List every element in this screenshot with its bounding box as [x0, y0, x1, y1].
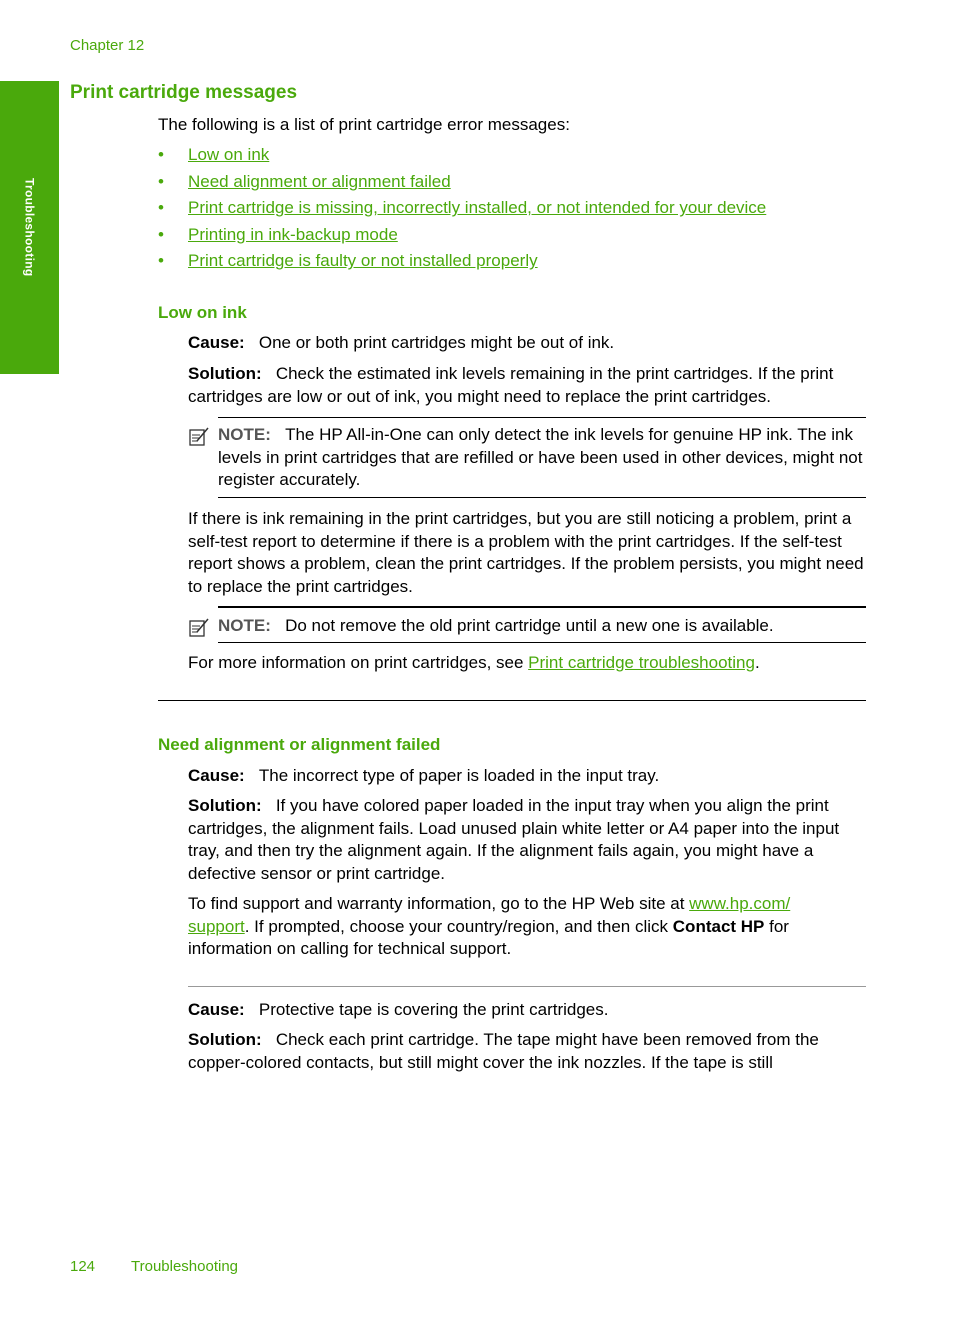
chapter-label: Chapter 12: [70, 37, 145, 54]
link-print-cartridge-troubleshooting[interactable]: Print cartridge troubleshooting: [528, 653, 755, 672]
note-text: [218, 424, 866, 492]
side-tab-label: Troubleshooting: [22, 178, 37, 277]
support-text-suffix: for: [764, 916, 789, 936]
link-cartridge-faulty[interactable]: Print cartridge is faulty or not installed properly: [188, 251, 538, 271]
list-item: • Low on ink: [158, 145, 270, 164]
note-label: NOTE:: [218, 616, 271, 635]
side-tab: [0, 81, 59, 374]
note-bottom-rule: [218, 642, 866, 643]
support-text: To find support and warranty information, go to the HP Web site at: [188, 894, 690, 913]
page-title: Print cartridge messages: [70, 82, 298, 103]
cause-label: Cause:: [188, 1000, 245, 1019]
cause-text: Protective tape is covering the print cartridges.: [258, 1000, 609, 1019]
more-info-text: For more information on print cartridges, see: [188, 653, 529, 672]
support-text-line3: information on calling for technical support.: [188, 939, 512, 958]
support-text-mid: . If prompted, choose your country/region, and then click: [244, 916, 673, 936]
section-divider: [158, 700, 866, 701]
message-link-list: [158, 144, 766, 277]
list-item: • Need alignment or alignment failed: [158, 171, 451, 191]
link-ink-backup-mode[interactable]: Printing in ink-backup mode: [188, 224, 398, 244]
low-on-ink-solution: [188, 363, 868, 408]
alignment-solution-2: [188, 1029, 870, 1074]
note-box: [188, 424, 866, 496]
alignment-solution: [188, 795, 870, 885]
link-hp-support[interactable]: www.hp.com/: [689, 894, 791, 913]
link-hp-support-cont[interactable]: support: [188, 916, 245, 936]
link-cartridge-missing[interactable]: Print cartridge is missing, incorrectly installed, or not intended for your device: [188, 198, 767, 218]
solution-label: Solution:: [188, 364, 262, 383]
note-top-rule: [218, 417, 866, 418]
solution-label: Solution:: [188, 796, 262, 815]
contact-hp-text: Contact HP: [672, 916, 765, 936]
note-box: [188, 615, 866, 641]
support-paragraph: [188, 893, 868, 961]
note-icon: [188, 617, 210, 639]
more-info-paragraph: [188, 652, 760, 675]
solution-label: Solution:: [188, 1030, 262, 1049]
list-item: • Printing in ink-backup mode: [158, 224, 398, 244]
solution-text: Check each print cartridge. The tape might have been removed from the copper-colored contacts, but still might cover the ink nozzles. If the tape is still: [188, 1030, 819, 1072]
solution-text: If you have colored paper loaded in the input tray when you align the print cartridges, the alignment fails. Load unused plain white letter or A4 paper into the input tray, and then try the alignment again. If the alignment fails again, you might have a defective sensor or print cartridge.: [188, 796, 840, 883]
note-top-rule: [218, 606, 866, 608]
low-on-ink-cause: [188, 332, 614, 355]
page-number: 124: [70, 1258, 96, 1275]
cause-text: The incorrect type of paper is loaded in the input tray.: [258, 766, 660, 785]
alignment-cause: [188, 765, 659, 788]
note-icon: [188, 426, 210, 448]
note-body: Do not remove the old print cartridge until a new one is available.: [285, 616, 774, 635]
cause-label: Cause:: [188, 333, 245, 352]
list-item: • Print cartridge is missing, incorrectly installed, or not intended for your device: [158, 198, 767, 218]
footer-section: Troubleshooting: [131, 1258, 239, 1275]
cause-text: One or both print cartridges might be out of ink.: [258, 333, 615, 352]
intro-text: The following is a list of print cartridge error messages:: [158, 115, 570, 134]
alignment-cause-2: [188, 999, 608, 1022]
note-bottom-rule: [218, 497, 866, 498]
note-body: The HP All-in-One can only detect the ink levels for genuine HP ink. The ink levels in print cartridges that are refilled or have been used in other devices, might not register accurately.: [218, 425, 863, 489]
cause-divider: [188, 986, 866, 987]
cause-label: Cause:: [188, 766, 245, 785]
self-test-paragraph: If there is ink remaining in the print cartridges, but you are still noticing a problem, print a self-test report to determine if there is a problem with the print cartridges. If the self-test report shows a problem, clean the print cartridges. If the problem persists, you might need to replace the print cartridges.: [188, 509, 864, 596]
alignment-heading: Need alignment or alignment failed: [158, 735, 441, 754]
note-text: [218, 615, 866, 638]
more-info-suffix: .: [754, 653, 760, 672]
link-low-on-ink[interactable]: Low on ink: [188, 145, 270, 164]
link-need-alignment[interactable]: Need alignment or alignment failed: [188, 171, 451, 191]
list-item: • Print cartridge is faulty or not installed properly: [158, 251, 538, 271]
low-on-ink-heading: Low on ink: [158, 303, 247, 322]
note-label: NOTE:: [218, 425, 271, 444]
solution-text: Check the estimated ink levels remaining in the print cartridges. If the print cartridges are low or out of ink, you might need to replace the print cartridges.: [188, 364, 834, 406]
